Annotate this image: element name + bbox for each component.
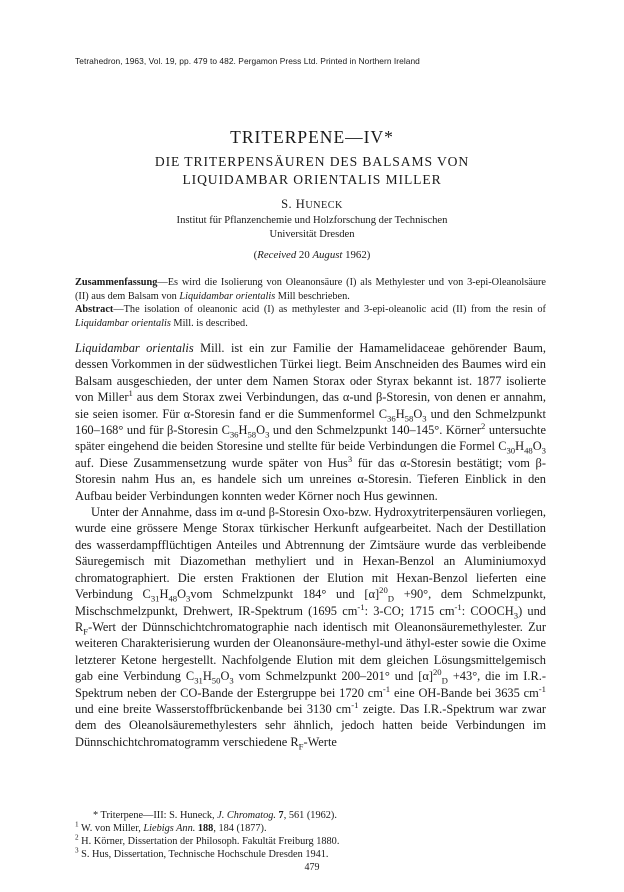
zusammenfassung-label: Zusammenfassung [75,277,158,288]
p1-text-e: untersuchte später eingehend die beiden Storesine und stellte für beide Verbindungen die Formel C [75,423,546,454]
footnote-mark: * [93,810,101,821]
formula-sub: 3 [186,593,191,604]
unit-exponent: -1 [538,683,546,694]
footnote-text: W. von Miller, [78,823,144,835]
p1-text-g: für das α-Storesin bestätigt; vom β-Storesin nahm Hus an, es handele sich um unreines α-Storesin. Tieferen Einblick in den Aufbau beider Verbindungen konnten weder Körner noch Hus gewinnen. [75,455,546,503]
rf-subscript: F [83,626,89,637]
p2-text-l: zeigte. Das I.R.-Spektrum war zwar dem des Oleanolsäuremethylesters sehr ähnlich, jedoch hatten beide Verbindungen im Dünnschichtchromatogramm verschiedene R [75,701,546,749]
received-month: August [312,249,343,261]
p1-text-c: und den Schmelzpunkt 160–168° und für β-Storesin C [75,406,546,438]
article-subtitle-line-1: DIE TRITERPENSÄUREN DES BALSAMS VON [154,154,470,169]
author-surname: UNECK [305,200,343,211]
abstract-species: Liquidambar orientalis [75,317,171,329]
formula-element: O [413,406,423,421]
formula-sub: 58 [404,413,414,424]
p1-text-a: Mill. ist ein zur Familie der Hamamelidaceae gehörender Baum, dessen Vorkommen in der südwestlichen Türkei liegt. Beim Anschneiden des Baumes wird ein Balsam ausgeschieden, der unter dem Namen Storax oder Styrax bekannt ist. 1877 isolierte von Miller [75,341,546,405]
author [0,197,624,212]
footnote-text: S. Hus, Dissertation, Technische Hochschule Dresden 1941. [78,849,329,861]
formula-sub: 48 [524,445,533,456]
formula-element: O [256,423,266,438]
rotation-temperature: 20 [379,584,388,595]
formula-element: O [177,587,187,602]
footnote-star [75,809,546,822]
footnote-mark: 1 [75,820,79,829]
formula-sub: 3 [513,609,519,620]
footnotes [75,809,546,861]
institution-line-1: Institut für Pflanzenchemie und Holzforschung der Technischen [176,215,448,226]
running-head: Tetrahedron, 1963, Vol. 19, pp. 479 to 482. Pergamon Press Ltd. Printed in Northern Ireland [75,56,420,66]
formula-sub: 3 [229,675,234,686]
rotation-wavelength: D [441,675,448,686]
p2-text-b: vom Schmelzpunkt 184° und [α] [190,587,380,602]
zusammenfassung-text-1: —Es wird die Isolierung von Oleanonsäure (I) als Methylester und von 3-epi-Oleanolsäure (II) aus dem Balsam von [75,277,546,302]
unit-exponent: -1 [357,601,365,612]
p1-text-b: aus dem Storax zwei Verbindungen, das α-und β-Storesin, von denen er annahm, sie seien isomer. Für α-Storesin fand er die Summenformel C [75,390,547,421]
formula-sub: 30 [506,445,516,456]
footnote-mark: 2 [75,833,79,842]
formula-sub: 48 [168,593,178,604]
formula-sub: 58 [247,429,257,440]
received-day: 20 [296,249,313,261]
p2-text-h: vom Schmelzpunkt 200–201° und [α] [233,669,433,684]
formula-element: H [395,406,405,421]
abstract [75,303,546,330]
formula-element: O [220,669,230,684]
formula-sub: 36 [229,429,239,440]
received-year: 1962) [342,249,371,261]
received-date [0,249,624,261]
article-title: TRITERPENE—IV* [230,127,394,147]
p2-text-m: -Werte [303,734,337,749]
species-name: Liquidambar orientalis [75,341,194,355]
p2-text-a: Unter der Annahme, dass im α-und β-Storesin Oxo-bzw. Hydroxytriterpensäuren vorliegen, wurde eine grössere Menge Storax türkischer Herkunft aufgearbeitet. Nach der Destillation des wasserdampfflüchtigen Anteiles und Abtrennung der Zimtsäure wurde das verbleibende Säuregemisch mit Diazomethan methyliert und in Hexan-Benzol an Aluminiumoxyd chromatographiert. Die ersten Fraktionen der Elution mit Hexan-Benzol lieferten eine Verbindung C [75,505,546,602]
zusammenfassung [75,276,546,303]
rotation-temperature: 20 [432,667,442,677]
body-paragraph-2 [75,504,546,750]
p2-text-d: : 3-CO; 1715 cm [364,603,455,618]
institution-line-2: Universität Dresden [269,229,355,240]
unit-exponent: -1 [351,699,359,710]
formula-element: H [159,587,169,602]
footnote-text: , 184 (1877). [213,823,267,835]
author-initial: S. H [281,197,306,211]
formula-sub: 3 [541,445,546,456]
footnote-mark: 3 [75,846,79,855]
article-subtitle-line-2: LIQUIDAMBAR ORIENTALIS MILLER [182,172,442,187]
received-open: ( [253,249,258,261]
footnote-journal: Liebigs Ann. [143,823,196,835]
abstract-label: Abstract [75,304,114,315]
formula-sub: 31 [150,593,160,604]
formula-sub: 3 [265,429,270,440]
formula-element: H [515,439,525,454]
formula-element: O [532,439,542,454]
page-number: 479 [304,862,320,873]
footnote-ref-3: 3 [347,453,353,464]
p2-text-e: : COOCH [461,603,514,618]
footnote-text: H. Körner, Dissertation der Philosoph. Fakultät Freiburg 1880. [78,836,340,848]
p1-text-d: und den Schmelzpunkt 140–145°. Körner [269,423,481,438]
p2-text-f: ) und R [75,603,547,634]
footnote-3 [75,848,546,861]
footnote-1 [75,822,546,835]
p2-text-k: und eine breite Wasserstoffbrückenbande bei 3130 cm [75,701,352,716]
formula-sub: 3 [422,413,427,424]
formula-element: H [238,423,248,438]
p1-text-f: auf. Diese Zusammensetzung wurde später von Hus [75,455,348,470]
abstract-text-1: —The isolation of oleanonic acid (I) as methylester and 3-epi-oleanolic acid (II) from the resin of [113,304,546,315]
footnote-journal: J. Chromatog. [217,810,276,821]
formula-element: H [202,669,212,684]
p2-text-j: eine OH-Bande bei 3635 cm [390,685,539,700]
footnote-volume: 188 [195,823,214,835]
p2-text-i: +43°, die im I.R.-Spektrum neben der CO-Bande der Estergruppe bei 1720 cm [75,669,546,700]
unit-exponent: -1 [454,601,462,612]
footnote-ref-2: 2 [481,420,486,431]
formula-sub: 36 [387,413,396,424]
footnote-text: , 561 (1962). [283,810,337,821]
footnote-volume: 7 [275,810,284,821]
footnote-2 [75,835,546,848]
zusammenfassung-text-2: Mill beschrieben. [275,290,350,302]
body-text [75,340,546,750]
p2-text-c: +90°, dem Schmelzpunkt, Mischschmelzpunkt, Drehwert, IR-Spektrum (1695 cm [75,587,546,618]
formula-sub: 50 [211,675,221,686]
rotation-wavelength: D [387,593,395,604]
footnote-text: Triterpene—III: S. Huneck, [100,810,218,821]
footnote-ref-1: 1 [128,388,133,399]
received-label: Received [257,249,297,261]
rf-subscript: F [298,741,304,752]
body-paragraph-1 [75,340,546,504]
unit-exponent: -1 [382,683,391,694]
formula-sub: 31 [194,675,203,686]
p2-text-g: -Wert der Dünnschichtchromatographie nach identisch mit Oleanonsäuremethylester. Zur weiteren Charakterisierung wurden der Oleanonsäure-methyl-und äthyl-ester sowie die Oxime letzterer Ketone hergestellt. Nachfolgende Elution mit dem gleichen Lösungsmittelgemisch gab eine Verbindung C [75,619,546,684]
abstract-text-2: Mill. is described. [170,317,248,329]
zusammenfassung-species: Liquidambar orientalis [179,290,276,302]
